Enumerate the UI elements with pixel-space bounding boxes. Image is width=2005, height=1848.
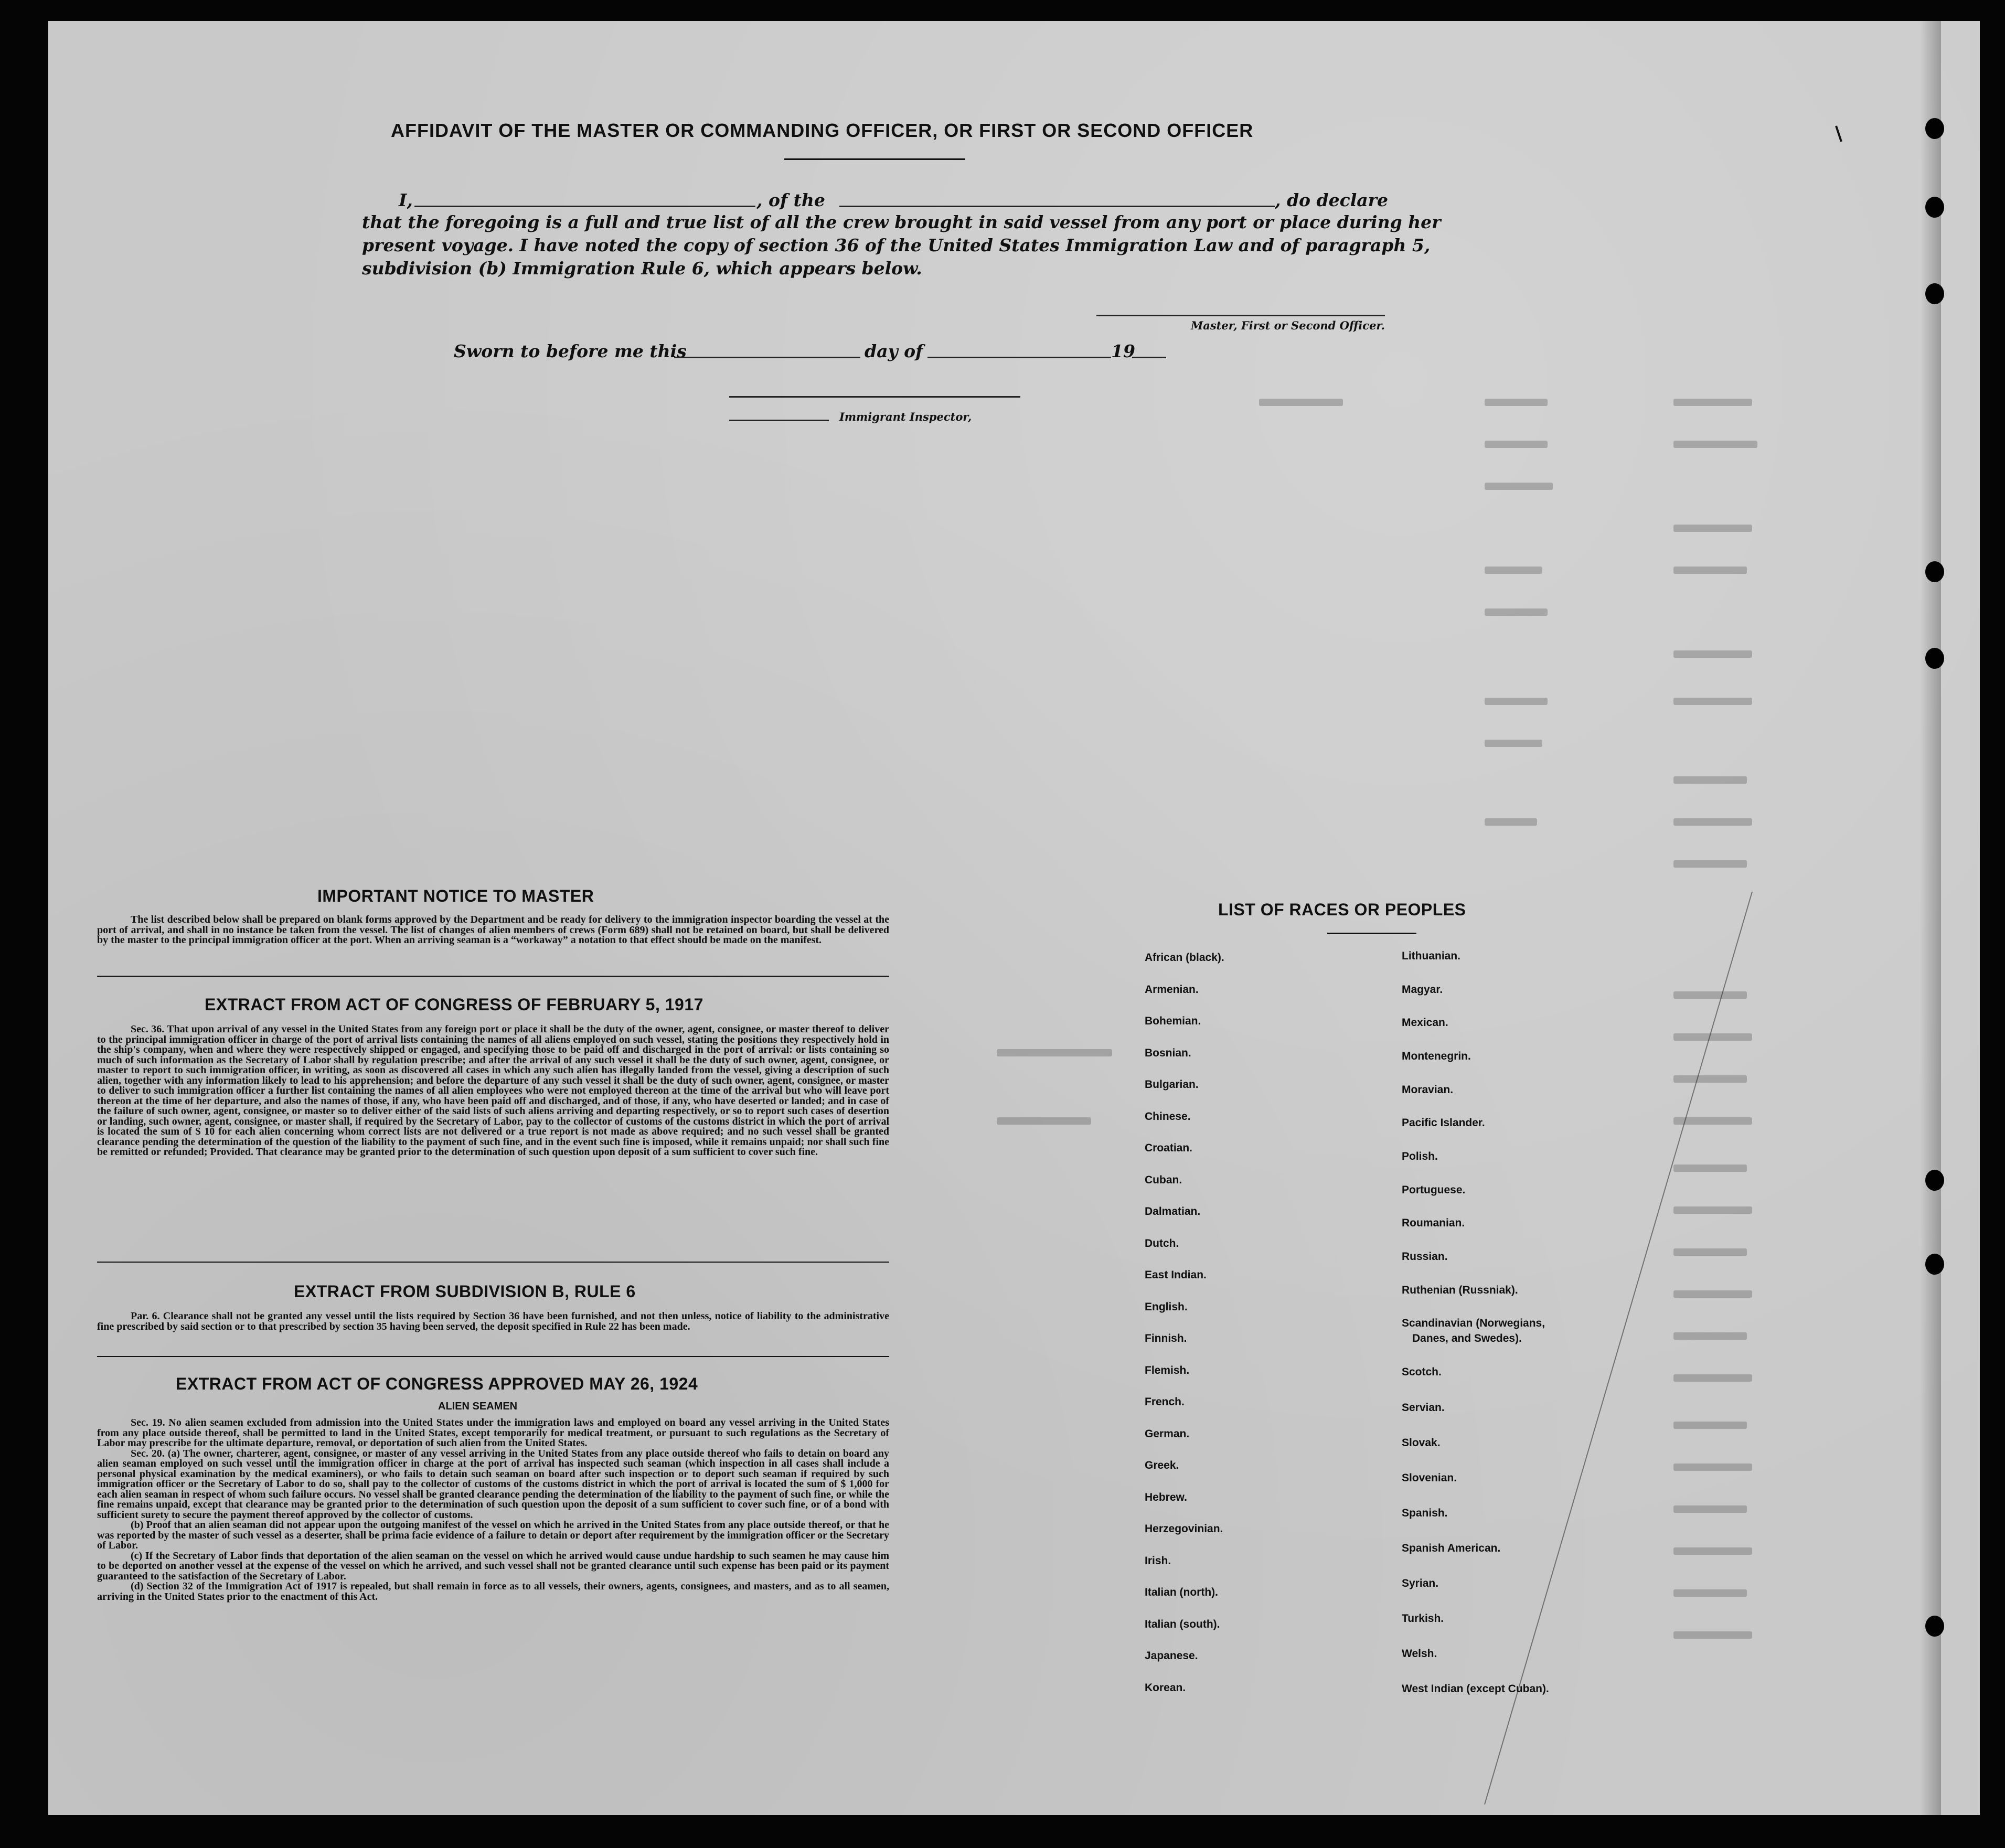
race-item: West Indian (except Cuban).: [1402, 1683, 1549, 1695]
races-title: LIST OF RACES OR PEOPLES: [1218, 900, 1466, 919]
race-item: Pacific Islander.: [1402, 1117, 1485, 1129]
affidavit-title: AFFIDAVIT OF THE MASTER OR COMMANDING OFFICER, OR FIRST OR SECOND OFFICER: [391, 120, 1254, 141]
declaration-line-4: subdivision (b) Immigration Rule 6, which appears below.: [362, 258, 922, 279]
race-item: Dalmatian.: [1145, 1205, 1201, 1217]
race-item: Finnish.: [1145, 1332, 1187, 1344]
declaration-of-the: , of the: [756, 190, 825, 210]
race-item: Scandinavian (Norwegians,: [1402, 1317, 1545, 1329]
signature-caption: Master, First or Second Officer.: [1191, 319, 1385, 332]
race-item: Welsh.: [1402, 1648, 1437, 1660]
race-item: Magyar.: [1402, 984, 1443, 996]
declaration-line-2: that the foregoing is a full and true list of all the crew brought in said vessel from any port or place during her: [362, 212, 1441, 232]
race-item: Bulgarian.: [1145, 1078, 1199, 1091]
sworn-year-prefix: 19: [1111, 341, 1135, 361]
race-item: Spanish American.: [1402, 1542, 1501, 1554]
extract-rule6-title: EXTRACT FROM SUBDIVISION B, RULE 6: [294, 1282, 636, 1301]
alien-seamen-subtitle: ALIEN SEAMEN: [438, 1401, 518, 1412]
race-item: Slovak.: [1402, 1437, 1441, 1449]
race-item: Roumanian.: [1402, 1217, 1465, 1229]
section-19-paragraph: Sec. 19. No alien seamen excluded from admission into the United States under the immigration laws and employed on board any vessel arriving in the United States from any place outside thereof, shall be permitted to land in the United States, except temporarily for medical treatment, or pursuant to such regulations as the Secretary of Labor may prescribe for the ultimate departure, removal, or deportation of such alien from the United States.: [97, 1417, 889, 1449]
race-item: Flemish.: [1145, 1364, 1190, 1376]
race-item: English.: [1145, 1301, 1188, 1313]
race-item: Mexican.: [1402, 1017, 1448, 1029]
race-item: Armenian.: [1145, 984, 1199, 996]
section-36-paragraph: Sec. 36. That upon arrival of any vessel in the United States from any foreign port or place it shall be the duty of the owner, agent, consignee, or master thereof to deliver to the principal immigration officer in charge of the port of arrival lists containing the names of all aliens employed on such vessel, stating the positions they respectively hold in the ship's company, when and where they were respectively shipped or engaged, and specifying those to be paid off and discharged in the port of arrival: or lists containing so much of such information as the Secretary of Labor shall by regulation prescribe; and after the arrival of any such vessel it shall be the duty of such owner, agent, consignee, or master to report to such immigration officer, in writing, as soon as discovered all cases in which any such alien has illegally landed from the vessel, giving a description of such alien, together with any information likely to lead to his apprehension; and before the departure of any such vessel it shall be the duty of such owner, agent, consignee, or master to deliver to such immigration officer a further list containing the names of all alien employees who were not employed thereon at the time of the arrival but who will leave port thereon at the time of her departure, and also the names of those, if any, who have been paid off and discharged, and of those, if any, who have deserted or landed; and in case of the failure of such owner, agent, consignee, or master so to deliver either of the said lists of such aliens arriving and departing respectively, or so to report such cases of desertion or landing, such owner, agent, consignee, or master shall, if required by the Secretary of Labor, pay to the collector of customs of the customs district in which the port of arrival is located the sum of $ 10 for each alien concerning whom correct lists are not delivered or a true report is not made as above required; and no such vessel shall be granted clearance pending the determination of the question of the liability to the payment of such fine, and in the event such fine is imposed, while it remains unpaid; nor shall such fine be remitted or refunded; Provided. That clearance may be granted prior to the determination of such question upon deposit of a sum sufficient to cover such fine.: [97, 1023, 889, 1158]
paragraph-6: Par. 6. Clearance shall not be granted any vessel until the lists required by Section 36 have been furnished, and not then unless, notice of liability to the administrative fine prescribed by said section or to that prescribed by section 35 having been served, the deposit specified in Rule 22 has been made.: [97, 1310, 889, 1332]
race-item: Italian (south).: [1145, 1618, 1220, 1630]
inspector-caption: Immigrant Inspector,: [839, 410, 972, 423]
race-item: Servian.: [1402, 1402, 1445, 1414]
race-item: Japanese.: [1145, 1650, 1198, 1662]
race-item: Russian.: [1402, 1251, 1448, 1263]
race-item: Spanish.: [1402, 1507, 1448, 1519]
race-item: Greek.: [1145, 1459, 1179, 1471]
race-item: Chinese.: [1145, 1110, 1191, 1123]
race-item: Turkish.: [1402, 1612, 1444, 1625]
notice-paragraph: The list described below shall be prepared on blank forms approved by the Department and be ready for delivery to the immigration inspector boarding the vessel at the port of arrival, and shall in no instance be taken from the vessel. The list of changes of alien members of crews (Form 689) shall not be retained on board, but shall be delivered by the master to the principal immigration officer at the port. When an arriving seaman is a “workaway” a notation to that effect should be made on the manifest.: [97, 914, 889, 946]
race-item: Moravian.: [1402, 1084, 1454, 1096]
declaration-prefix: I,: [399, 190, 413, 210]
section-20b-paragraph: (b) Proof that an alien seaman did not appear upon the outgoing manifest of the vessel on which he arrived in the United States from any place outside thereof, or that he was reported by the master of such vessel as a deserter, shall be prima facie evidence of a failure to detain or deport after requirement by the immigration officer or the Secretary of Labor.: [97, 1519, 889, 1551]
race-item: Syrian.: [1402, 1577, 1439, 1589]
sworn-prefix: Sworn to before me this: [454, 341, 687, 361]
race-item: Polish.: [1402, 1150, 1438, 1162]
race-item: Hebrew.: [1145, 1491, 1187, 1503]
race-item: Scotch.: [1402, 1366, 1442, 1378]
race-item: German.: [1145, 1428, 1190, 1440]
race-item: Slovenian.: [1402, 1472, 1457, 1484]
race-item: Portuguese.: [1402, 1184, 1466, 1196]
race-item: Lithuanian.: [1402, 950, 1460, 962]
race-item: Danes, and Swedes).: [1412, 1332, 1522, 1344]
section-20c-paragraph: (c) If the Secretary of Labor finds that deportation of the alien seaman on the vessel on which he arrived would cause undue hardship to such seamen he may cause him to be deported on another vessel at the expense of the vessel on which he arrived, and such vessel shall not be granted clearance until such expense has been paid or its payment guaranteed to the satisfaction of the Secretary of Labor.: [97, 1550, 889, 1582]
race-item: Irish.: [1145, 1555, 1171, 1567]
race-item: Montenegrin.: [1402, 1050, 1471, 1062]
extract-1917-title: EXTRACT FROM ACT OF CONGRESS OF FEBRUARY 5, 1917: [205, 995, 703, 1014]
section-20a-paragraph: Sec. 20. (a) The owner, charterer, agent, consignee, or master of any vessel arriving in the United States from any place outside thereof who fails to detain on board any alien seaman employed on such vessel until the immigration officer in charge at the port of arrival has inspected such seaman (which inspection in all cases shall include a personal physical examination by the medical examiners), or who fails to detain such seaman on board after such inspection or to deport such seaman if required by such immigration officer or the Secretary of Labor to do so, shall pay to the collector of customs of the customs district in which the port of arrival is located the sum of $ 1,000 for each alien seaman in respect of whom such failure occurs. No vessel shall be granted clearance pending the determination of the liability to the payment of such fine, or while the fine remains unpaid, except that clearance may be granted prior to the determination of such question upon the deposit of a sum sufficient to cover such fine, or of a bond with sufficient surety to secure the payment thereof approved by the collector of customs.: [97, 1447, 889, 1521]
race-item: Dutch.: [1145, 1237, 1179, 1249]
race-item: Bosnian.: [1145, 1047, 1191, 1059]
race-item: Cuban.: [1145, 1174, 1182, 1186]
declaration-line-3: present voyage. I have noted the copy of section 36 of the United States Immigration Law and of paragraph 5,: [362, 235, 1431, 255]
race-item: Croatian.: [1145, 1142, 1193, 1154]
race-item: Herzegovinian.: [1145, 1523, 1223, 1535]
declaration-suffix: , do declare: [1275, 190, 1389, 210]
race-item: Ruthenian (Russniak).: [1402, 1284, 1518, 1296]
extract-1924-title: EXTRACT FROM ACT OF CONGRESS APPROVED MAY 26, 1924: [176, 1374, 698, 1393]
race-item: African (black).: [1145, 952, 1224, 964]
race-item: East Indian.: [1145, 1269, 1207, 1281]
race-item: Bohemian.: [1145, 1015, 1201, 1027]
race-item: Italian (north).: [1145, 1586, 1218, 1598]
section-20d-paragraph: (d) Section 32 of the Immigration Act of 1917 is repealed, but shall remain in force as to all vessels, their owners, agents, consignees, and masters, and as to all seamen, arriving in the United States prior to the enactment of this Act.: [97, 1580, 889, 1603]
sworn-day-of: day of: [865, 341, 923, 361]
race-item: Korean.: [1145, 1682, 1186, 1694]
notice-title: IMPORTANT NOTICE TO MASTER: [317, 886, 594, 905]
race-item: French.: [1145, 1396, 1185, 1408]
